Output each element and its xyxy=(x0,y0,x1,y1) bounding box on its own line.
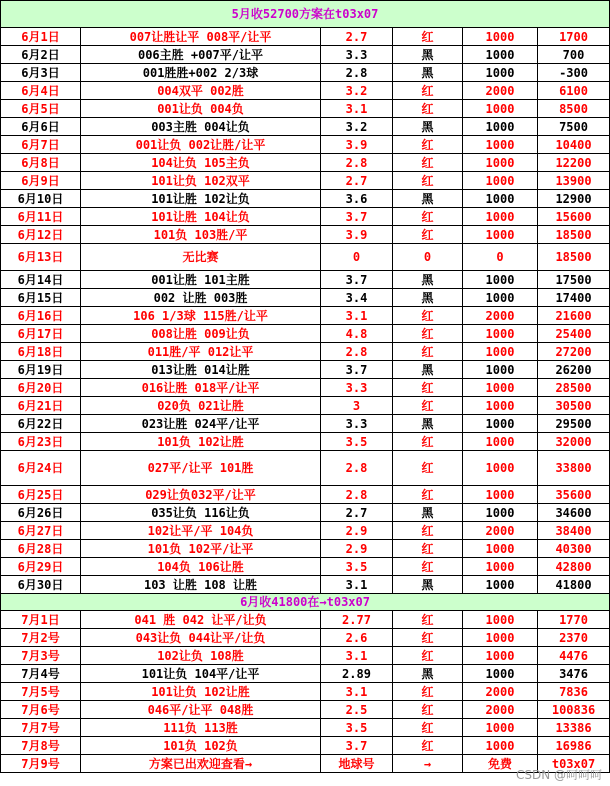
date-cell: 6月20日 xyxy=(1,379,81,397)
match-cell: 101让胜 102让负 xyxy=(81,190,321,208)
match-cell: 006主胜 +007平/让平 xyxy=(81,46,321,64)
table-row xyxy=(1,46,610,64)
result-cell: 红 xyxy=(393,737,463,755)
total-cell: 18500 xyxy=(538,226,610,244)
result-cell: 红 xyxy=(393,28,463,46)
date-cell: 6月17日 xyxy=(1,325,81,343)
total-cell: 42800 xyxy=(538,558,610,576)
total-cell: 32000 xyxy=(538,433,610,451)
date-cell: 6月22日 xyxy=(1,415,81,433)
odds-cell: 2.6 xyxy=(321,629,393,647)
table-row xyxy=(1,289,610,307)
odds-cell: 3.9 xyxy=(321,136,393,154)
stake-cell: 1000 xyxy=(463,361,538,379)
stake-cell: 1000 xyxy=(463,172,538,190)
total-cell: 700 xyxy=(538,46,610,64)
odds-cell: 3.7 xyxy=(321,271,393,289)
table-row xyxy=(1,343,610,361)
stake-cell: 1000 xyxy=(463,647,538,665)
stake-cell: 1000 xyxy=(463,289,538,307)
odds-cell: 2.77 xyxy=(321,611,393,629)
stake-cell: 1000 xyxy=(463,325,538,343)
odds-cell: 2.8 xyxy=(321,486,393,504)
match-cell: 102让平/平 104负 xyxy=(81,522,321,540)
match-cell: 101让负 102让胜 xyxy=(81,683,321,701)
table-row xyxy=(1,719,610,737)
stake-cell: 1000 xyxy=(463,433,538,451)
stake-cell: 1000 xyxy=(463,118,538,136)
result-cell: 黑 xyxy=(393,190,463,208)
stake-cell: 1000 xyxy=(463,46,538,64)
total-cell: 33800 xyxy=(538,451,610,486)
result-cell: 红 xyxy=(393,397,463,415)
match-cell: 001让负 002让胜/让平 xyxy=(81,136,321,154)
odds-cell: 2.9 xyxy=(321,522,393,540)
date-cell: 6月24日 xyxy=(1,451,81,486)
date-cell: 6月18日 xyxy=(1,343,81,361)
date-cell: 6月14日 xyxy=(1,271,81,289)
result-cell: 红 xyxy=(393,307,463,325)
odds-cell: 3.3 xyxy=(321,415,393,433)
total-cell: 21600 xyxy=(538,307,610,325)
odds-cell: 3.1 xyxy=(321,100,393,118)
match-cell: 101负 102负 xyxy=(81,737,321,755)
match-cell: 027平/让平 101胜 xyxy=(81,451,321,486)
stake-cell: 1000 xyxy=(463,576,538,594)
table-row xyxy=(1,208,610,226)
result-cell: 红 xyxy=(393,451,463,486)
total-cell: 13900 xyxy=(538,172,610,190)
match-cell: 103 让胜 108 让胜 xyxy=(81,576,321,594)
stake-cell: 1000 xyxy=(463,737,538,755)
watermark: CSDN @呵呵呵 xyxy=(515,768,602,782)
odds-cell: 3.5 xyxy=(321,719,393,737)
table-row xyxy=(1,433,610,451)
match-cell: 101让负 104平/让平 xyxy=(81,665,321,683)
result-cell: 红 xyxy=(393,154,463,172)
total-cell: 6100 xyxy=(538,82,610,100)
total-cell: 100836 xyxy=(538,701,610,719)
date-cell: 6月27日 xyxy=(1,522,81,540)
table-row xyxy=(1,226,610,244)
total-cell: 8500 xyxy=(538,100,610,118)
result-cell: 红 xyxy=(393,611,463,629)
match-cell: 007让胜让平 008平/让平 xyxy=(81,28,321,46)
result-cell: 黑 xyxy=(393,361,463,379)
result-cell: 红 xyxy=(393,379,463,397)
date-cell: 6月7日 xyxy=(1,136,81,154)
total-cell: 7500 xyxy=(538,118,610,136)
stake-cell: 1000 xyxy=(463,486,538,504)
total-cell: 1770 xyxy=(538,611,610,629)
result-cell: 红 xyxy=(393,683,463,701)
stake-cell: 2000 xyxy=(463,522,538,540)
stake-cell: 1000 xyxy=(463,665,538,683)
table-row xyxy=(1,379,610,397)
sheet-title-may: 5月收52700方案在t03x07 xyxy=(1,1,610,28)
match-cell: 013让胜 014让胜 xyxy=(81,361,321,379)
header-row-may xyxy=(1,1,610,28)
table-row xyxy=(1,737,610,755)
result-cell: 0 xyxy=(393,244,463,271)
table-row xyxy=(1,172,610,190)
odds-cell: 3.4 xyxy=(321,289,393,307)
total-cell: 4476 xyxy=(538,647,610,665)
table-row xyxy=(1,361,610,379)
stake-cell: 1000 xyxy=(463,719,538,737)
table-row xyxy=(1,522,610,540)
result-cell: 红 xyxy=(393,540,463,558)
odds-cell: 2.5 xyxy=(321,701,393,719)
match-cell: 无比赛 xyxy=(81,244,321,271)
date-cell: 6月29日 xyxy=(1,558,81,576)
date-cell: 6月1日 xyxy=(1,28,81,46)
table-row xyxy=(1,701,610,719)
odds-cell: 3.3 xyxy=(321,46,393,64)
stake-cell: 1000 xyxy=(463,271,538,289)
table-row xyxy=(1,397,610,415)
sheet-body xyxy=(1,1,610,773)
result-cell: 红 xyxy=(393,208,463,226)
result-cell: 黑 xyxy=(393,576,463,594)
odds-cell: 3.2 xyxy=(321,118,393,136)
result-cell: 红 xyxy=(393,701,463,719)
table-row xyxy=(1,325,610,343)
odds-cell: 2.7 xyxy=(321,28,393,46)
date-cell: 6月9日 xyxy=(1,172,81,190)
result-cell: 红 xyxy=(393,82,463,100)
stake-cell: 1000 xyxy=(463,611,538,629)
stake-cell: 1000 xyxy=(463,100,538,118)
odds-cell: 2.7 xyxy=(321,504,393,522)
header-row-june xyxy=(1,594,610,611)
total-cell: 18500 xyxy=(538,244,610,271)
odds-cell: 2.8 xyxy=(321,154,393,172)
total-cell: 40300 xyxy=(538,540,610,558)
odds-cell: 3.1 xyxy=(321,647,393,665)
table-row xyxy=(1,136,610,154)
total-cell: 26200 xyxy=(538,361,610,379)
stake-cell: 1000 xyxy=(463,28,538,46)
date-cell: 6月21日 xyxy=(1,397,81,415)
date-cell: 6月19日 xyxy=(1,361,81,379)
match-cell: 041 胜 042 让平/让负 xyxy=(81,611,321,629)
odds-cell: 2.9 xyxy=(321,540,393,558)
odds-cell: 3.7 xyxy=(321,737,393,755)
table-row xyxy=(1,244,610,271)
total-cell: 27200 xyxy=(538,343,610,361)
odds-cell: 3.1 xyxy=(321,683,393,701)
date-cell: 7月8号 xyxy=(1,737,81,755)
stake-cell: 2000 xyxy=(463,82,538,100)
match-cell: 101负 102让胜 xyxy=(81,433,321,451)
total-cell: t03x07 xyxy=(538,755,610,773)
date-cell: 7月5号 xyxy=(1,683,81,701)
odds-cell: 2.8 xyxy=(321,64,393,82)
result-cell: 黑 xyxy=(393,665,463,683)
result-cell: 黑 xyxy=(393,415,463,433)
match-cell: 002 让胜 003胜 xyxy=(81,289,321,307)
odds-cell: 3.5 xyxy=(321,558,393,576)
match-cell: 001胜胜+002 2/3球 xyxy=(81,64,321,82)
match-cell: 101让胜 104让负 xyxy=(81,208,321,226)
table-row xyxy=(1,307,610,325)
stake-cell: 1000 xyxy=(463,208,538,226)
table-row xyxy=(1,190,610,208)
table-row xyxy=(1,451,610,486)
match-cell: 020负 021让胜 xyxy=(81,397,321,415)
date-cell: 7月7号 xyxy=(1,719,81,737)
table-row xyxy=(1,647,610,665)
table-row xyxy=(1,611,610,629)
odds-cell: 3.7 xyxy=(321,208,393,226)
total-cell: 35600 xyxy=(538,486,610,504)
stake-cell: 1000 xyxy=(463,629,538,647)
stake-cell: 1000 xyxy=(463,540,538,558)
total-cell: 15600 xyxy=(538,208,610,226)
stake-cell: 2000 xyxy=(463,683,538,701)
total-cell: 2370 xyxy=(538,629,610,647)
table-row xyxy=(1,271,610,289)
date-cell: 6月30日 xyxy=(1,576,81,594)
date-cell: 7月2号 xyxy=(1,629,81,647)
odds-cell: 2.8 xyxy=(321,451,393,486)
date-cell: 6月23日 xyxy=(1,433,81,451)
match-cell: 102让负 108胜 xyxy=(81,647,321,665)
stake-cell: 1000 xyxy=(463,415,538,433)
table-row xyxy=(1,665,610,683)
total-cell: 1700 xyxy=(538,28,610,46)
odds-cell: 3.9 xyxy=(321,226,393,244)
match-cell: 001让胜 101主胜 xyxy=(81,271,321,289)
match-cell: 023让胜 024平/让平 xyxy=(81,415,321,433)
table-row xyxy=(1,64,610,82)
date-cell: 6月2日 xyxy=(1,46,81,64)
match-cell: 003主胜 004让负 xyxy=(81,118,321,136)
match-cell: 004双平 002胜 xyxy=(81,82,321,100)
date-cell: 6月26日 xyxy=(1,504,81,522)
odds-cell: 3.6 xyxy=(321,190,393,208)
stake-cell: 1000 xyxy=(463,379,538,397)
total-cell: 13386 xyxy=(538,719,610,737)
total-cell: 41800 xyxy=(538,576,610,594)
odds-cell: 0 xyxy=(321,244,393,271)
date-cell: 6月8日 xyxy=(1,154,81,172)
odds-cell: 3.5 xyxy=(321,433,393,451)
stake-cell: 1000 xyxy=(463,397,538,415)
sheet-title-june: 6月收41800在→t03x07 xyxy=(1,594,610,611)
match-cell: 011胜/平 012让平 xyxy=(81,343,321,361)
total-cell: 25400 xyxy=(538,325,610,343)
result-cell: 黑 xyxy=(393,504,463,522)
result-cell: → xyxy=(393,755,463,773)
total-cell: 29500 xyxy=(538,415,610,433)
match-cell: 111负 113胜 xyxy=(81,719,321,737)
result-cell: 黑 xyxy=(393,118,463,136)
match-cell: 104负 106让胜 xyxy=(81,558,321,576)
odds-cell: 2.7 xyxy=(321,172,393,190)
total-cell: 3476 xyxy=(538,665,610,683)
table-row xyxy=(1,82,610,100)
match-cell: 方案已出欢迎查看→ xyxy=(81,755,321,773)
odds-cell: 3.1 xyxy=(321,576,393,594)
total-cell: 10400 xyxy=(538,136,610,154)
result-cell: 红 xyxy=(393,629,463,647)
stake-cell: 1000 xyxy=(463,504,538,522)
result-cell: 红 xyxy=(393,325,463,343)
date-cell: 6月3日 xyxy=(1,64,81,82)
total-cell: 12900 xyxy=(538,190,610,208)
stake-cell: 1000 xyxy=(463,451,538,486)
match-cell: 001让负 004负 xyxy=(81,100,321,118)
table-row xyxy=(1,28,610,46)
match-cell: 104让负 105主负 xyxy=(81,154,321,172)
table-row xyxy=(1,576,610,594)
date-cell: 6月5日 xyxy=(1,100,81,118)
stake-cell: 免费 xyxy=(463,755,538,773)
odds-cell: 3.1 xyxy=(321,307,393,325)
stake-cell: 1000 xyxy=(463,343,538,361)
date-cell: 6月28日 xyxy=(1,540,81,558)
date-cell: 7月3号 xyxy=(1,647,81,665)
odds-cell: 2.89 xyxy=(321,665,393,683)
match-cell: 101负 102平/让平 xyxy=(81,540,321,558)
result-cell: 黑 xyxy=(393,64,463,82)
stake-cell: 1000 xyxy=(463,558,538,576)
table-row xyxy=(1,629,610,647)
match-cell: 035让负 116让负 xyxy=(81,504,321,522)
date-cell: 6月25日 xyxy=(1,486,81,504)
result-cell: 红 xyxy=(393,433,463,451)
total-cell: 34600 xyxy=(538,504,610,522)
result-cell: 红 xyxy=(393,647,463,665)
total-cell: 17400 xyxy=(538,289,610,307)
total-cell: 16986 xyxy=(538,737,610,755)
table-row xyxy=(1,486,610,504)
match-cell: 029让负032平/让平 xyxy=(81,486,321,504)
result-cell: 红 xyxy=(393,719,463,737)
odds-cell: 3.3 xyxy=(321,379,393,397)
table-row xyxy=(1,118,610,136)
total-cell: 30500 xyxy=(538,397,610,415)
date-cell: 6月6日 xyxy=(1,118,81,136)
match-cell: 101负 103胜/平 xyxy=(81,226,321,244)
odds-cell: 3.7 xyxy=(321,361,393,379)
table-row xyxy=(1,504,610,522)
stake-cell: 1000 xyxy=(463,154,538,172)
table-row xyxy=(1,154,610,172)
date-cell: 6月4日 xyxy=(1,82,81,100)
match-cell: 106 1/3球 115胜/让平 xyxy=(81,307,321,325)
result-cell: 红 xyxy=(393,343,463,361)
result-cell: 黑 xyxy=(393,289,463,307)
stake-cell: 2000 xyxy=(463,307,538,325)
total-cell: -300 xyxy=(538,64,610,82)
stake-cell: 1000 xyxy=(463,226,538,244)
date-cell: 6月12日 xyxy=(1,226,81,244)
result-cell: 红 xyxy=(393,522,463,540)
match-cell: 101让负 102双平 xyxy=(81,172,321,190)
table-row xyxy=(1,415,610,433)
date-cell: 7月6号 xyxy=(1,701,81,719)
result-cell: 红 xyxy=(393,486,463,504)
odds-cell: 3.2 xyxy=(321,82,393,100)
match-cell: 043让负 044让平/让负 xyxy=(81,629,321,647)
result-cell: 黑 xyxy=(393,46,463,64)
match-cell: 046平/让平 048胜 xyxy=(81,701,321,719)
total-cell: 38400 xyxy=(538,522,610,540)
result-cell: 红 xyxy=(393,558,463,576)
stake-cell: 1000 xyxy=(463,190,538,208)
date-cell: 6月15日 xyxy=(1,289,81,307)
result-cell: 黑 xyxy=(393,271,463,289)
total-cell: 12200 xyxy=(538,154,610,172)
result-cell: 红 xyxy=(393,100,463,118)
date-cell: 6月16日 xyxy=(1,307,81,325)
total-cell: 7836 xyxy=(538,683,610,701)
result-cell: 红 xyxy=(393,136,463,154)
result-cell: 红 xyxy=(393,172,463,190)
odds-cell: 4.8 xyxy=(321,325,393,343)
stake-cell: 1000 xyxy=(463,64,538,82)
date-cell: 7月4号 xyxy=(1,665,81,683)
stake-cell: 1000 xyxy=(463,136,538,154)
date-cell: 7月9号 xyxy=(1,755,81,773)
match-cell: 016让胜 018平/让平 xyxy=(81,379,321,397)
total-cell: 17500 xyxy=(538,271,610,289)
stake-cell: 2000 xyxy=(463,701,538,719)
odds-cell: 3 xyxy=(321,397,393,415)
match-cell: 008让胜 009让负 xyxy=(81,325,321,343)
date-cell: 6月10日 xyxy=(1,190,81,208)
date-cell: 6月11日 xyxy=(1,208,81,226)
result-cell: 红 xyxy=(393,226,463,244)
date-cell: 7月1日 xyxy=(1,611,81,629)
table-row xyxy=(1,100,610,118)
date-cell: 6月13日 xyxy=(1,244,81,271)
table-row xyxy=(1,558,610,576)
table-row xyxy=(1,540,610,558)
table-row xyxy=(1,683,610,701)
odds-cell: 地球号 xyxy=(321,755,393,773)
total-cell: 28500 xyxy=(538,379,610,397)
stake-cell: 0 xyxy=(463,244,538,271)
odds-cell: 2.8 xyxy=(321,343,393,361)
